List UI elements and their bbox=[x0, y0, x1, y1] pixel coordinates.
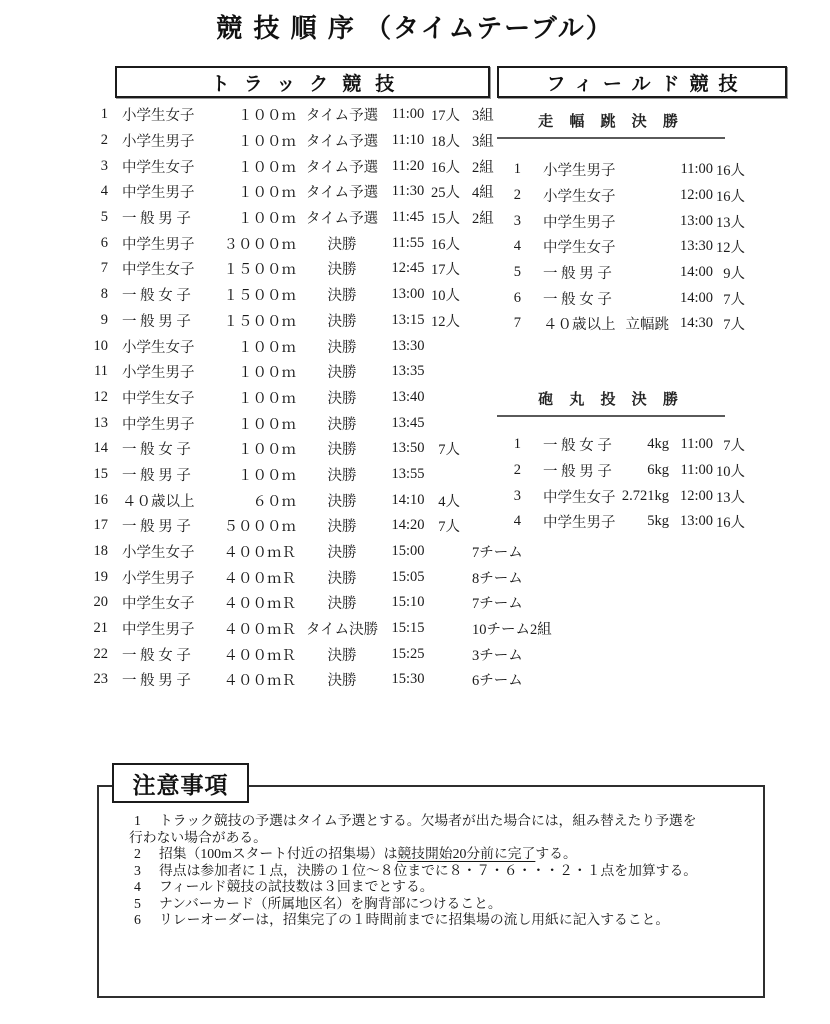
event-distance: ４００ｍＲ bbox=[223, 673, 296, 690]
event-category: 一 般 女 子 bbox=[122, 647, 191, 664]
note-item bbox=[129, 879, 751, 896]
event-round: 決勝 bbox=[327, 673, 357, 690]
event-distance: ４００ｍＲ bbox=[223, 647, 296, 664]
event-round: タイム予選 bbox=[305, 108, 379, 125]
event-time: 11:45 bbox=[391, 209, 425, 226]
event-time: 13:55 bbox=[391, 465, 425, 482]
event-number: 7 bbox=[513, 315, 521, 332]
event-time: 13:40 bbox=[391, 388, 425, 405]
event-distance: １００ｍ bbox=[238, 416, 296, 433]
event-time: 11:00 bbox=[680, 436, 713, 453]
event-number: 3 bbox=[513, 487, 521, 504]
event-distance: １００ｍ bbox=[238, 185, 296, 202]
event-distance: ４００ｍＲ bbox=[223, 545, 296, 562]
event-distance: ４００ｍＲ bbox=[223, 622, 296, 639]
event-number: 6 bbox=[513, 289, 521, 306]
event-time: 11:10 bbox=[391, 132, 425, 149]
event-distance: １００ｍ bbox=[238, 159, 296, 176]
note-item bbox=[129, 912, 751, 929]
shot-put-heading: 砲 丸 投 決 勝 bbox=[497, 388, 725, 417]
event-category: 一 般 男 子 bbox=[122, 211, 191, 228]
event-category: 小学生女子 bbox=[122, 339, 195, 356]
event-time: 13:50 bbox=[391, 440, 425, 457]
event-round: タイム予選 bbox=[305, 134, 379, 151]
event-number: 2 bbox=[100, 132, 108, 149]
event-distance: １５００ｍ bbox=[223, 262, 296, 279]
event-time: 12:00 bbox=[679, 487, 713, 504]
field-event-row bbox=[497, 260, 767, 286]
event-time: 14:20 bbox=[391, 517, 425, 534]
event-time: 14:30 bbox=[679, 315, 713, 332]
event-category: 中学生男子 bbox=[122, 185, 195, 202]
event-groups: 4組 bbox=[472, 185, 494, 202]
event-detail: 立幅跳 bbox=[625, 317, 669, 334]
note-text: する。 bbox=[535, 846, 577, 861]
event-entries: 10人 bbox=[431, 288, 460, 305]
track-event-row bbox=[88, 616, 552, 642]
track-event-row bbox=[88, 564, 523, 590]
event-number: 5 bbox=[100, 209, 108, 226]
event-groups: 10チーム2組 bbox=[472, 622, 552, 639]
event-round: 決勝 bbox=[327, 570, 357, 587]
event-entries: 17人 bbox=[431, 108, 460, 125]
note-text: 得点は参加者に１点，決勝の１位～８位までに８・７・６・・・２・１点を加算する。 bbox=[159, 862, 698, 878]
event-entries: 16人 bbox=[431, 236, 460, 253]
event-time: 14:10 bbox=[391, 491, 425, 508]
event-number: 21 bbox=[93, 620, 108, 637]
event-detail: 5kg bbox=[647, 513, 669, 530]
event-category: 一 般 女 子 bbox=[122, 442, 191, 459]
event-category: 一 般 男 子 bbox=[122, 519, 191, 536]
event-time: 13:00 bbox=[391, 286, 425, 303]
event-entries: 9人 bbox=[723, 266, 745, 283]
event-round: 決勝 bbox=[327, 365, 357, 382]
event-round: 決勝 bbox=[327, 493, 357, 510]
event-entries: 4人 bbox=[438, 493, 460, 510]
track-event-row bbox=[88, 282, 518, 308]
event-category: 中学生男子 bbox=[122, 416, 195, 433]
event-number: 3 bbox=[100, 157, 108, 174]
track-event-row bbox=[88, 436, 518, 462]
event-number: 23 bbox=[93, 671, 108, 688]
event-category: 中学生男子 bbox=[543, 214, 616, 231]
event-groups: 3組 bbox=[472, 134, 494, 151]
event-category: 一 般 男 子 bbox=[543, 464, 612, 481]
event-category: 中学生男子 bbox=[122, 236, 195, 253]
track-event-row bbox=[88, 205, 518, 231]
event-detail: 6kg bbox=[647, 462, 669, 479]
track-event-row bbox=[88, 385, 518, 411]
event-time: 13:35 bbox=[391, 363, 425, 380]
event-number: 6 bbox=[100, 234, 108, 251]
event-round: 決勝 bbox=[327, 339, 357, 356]
event-time: 14:00 bbox=[679, 289, 713, 306]
event-category: 小学生女子 bbox=[543, 189, 616, 206]
event-time: 13:00 bbox=[679, 513, 713, 530]
event-time: 13:30 bbox=[679, 238, 713, 255]
notes-box bbox=[97, 785, 765, 998]
track-event-row bbox=[88, 230, 518, 256]
event-category: ４０歳以上 bbox=[122, 493, 195, 510]
event-entries: 16人 bbox=[716, 515, 745, 532]
event-distance: １００ｍ bbox=[238, 365, 296, 382]
page-title: 競 技 順 序 （タイムテーブル） bbox=[216, 13, 614, 43]
event-entries: 10人 bbox=[716, 464, 745, 481]
event-round: 決勝 bbox=[327, 416, 357, 433]
track-event-row bbox=[88, 513, 518, 539]
event-number: 4 bbox=[100, 183, 108, 200]
event-time: 15:00 bbox=[391, 543, 425, 560]
long-jump-heading: 走 幅 跳 決 勝 bbox=[497, 110, 725, 139]
event-category: 中学生男子 bbox=[543, 515, 616, 532]
event-number: 17 bbox=[93, 517, 108, 534]
event-category: 一 般 男 子 bbox=[122, 467, 191, 484]
event-entries: 25人 bbox=[431, 185, 460, 202]
event-category: 一 般 女 子 bbox=[543, 291, 612, 308]
event-number: 12 bbox=[93, 388, 108, 405]
event-time: 11:20 bbox=[391, 157, 425, 174]
event-number: 1 bbox=[513, 436, 521, 453]
track-event-row bbox=[88, 487, 518, 513]
event-entries: 16人 bbox=[716, 163, 745, 180]
event-number: 2 bbox=[513, 462, 521, 479]
event-round: タイム予選 bbox=[305, 185, 379, 202]
event-number: 18 bbox=[93, 543, 108, 560]
event-number: 16 bbox=[93, 491, 108, 508]
note-text: リレーオーダーは，招集完了の１時間前までに招集場の流し用紙に記入すること。 bbox=[159, 912, 670, 927]
note-item bbox=[129, 813, 751, 846]
event-distance: １００ｍ bbox=[238, 390, 296, 407]
event-entries: 17人 bbox=[431, 262, 460, 279]
field-event-row bbox=[497, 157, 767, 183]
event-entries: 18人 bbox=[431, 134, 460, 151]
notes-heading: 注意事項 bbox=[112, 763, 249, 803]
event-entries: 7人 bbox=[723, 291, 745, 308]
note-item bbox=[129, 863, 751, 880]
event-groups: 2組 bbox=[472, 211, 494, 228]
event-category: 一 般 男 子 bbox=[122, 673, 191, 690]
event-distance: ４００ｍＲ bbox=[223, 570, 296, 587]
note-item bbox=[129, 896, 751, 913]
note-number: 4 bbox=[134, 879, 141, 894]
track-event-row bbox=[88, 667, 523, 693]
event-number: 9 bbox=[100, 311, 108, 328]
event-entries: 7人 bbox=[723, 438, 745, 455]
event-time: 15:10 bbox=[391, 594, 425, 611]
track-event-row bbox=[88, 102, 518, 128]
event-entries: 13人 bbox=[716, 214, 745, 231]
event-round: 決勝 bbox=[327, 313, 357, 330]
event-number: 1 bbox=[513, 161, 521, 178]
event-category: 中学生女子 bbox=[122, 262, 195, 279]
event-time: 13:45 bbox=[391, 414, 425, 431]
note-text: 招集（100mスタート付近の招集場）は bbox=[159, 846, 398, 861]
event-category: 小学生男子 bbox=[543, 163, 616, 180]
event-time: 11:00 bbox=[680, 462, 713, 479]
event-groups: 7チーム bbox=[472, 596, 523, 613]
event-round: 決勝 bbox=[327, 467, 357, 484]
event-time: 11:30 bbox=[391, 183, 425, 200]
event-round: 決勝 bbox=[327, 519, 357, 536]
event-groups: 3チーム bbox=[472, 647, 523, 664]
track-event-row bbox=[88, 641, 523, 667]
note-item bbox=[129, 846, 751, 863]
event-time: 15:05 bbox=[391, 568, 425, 585]
event-number: 15 bbox=[93, 465, 108, 482]
event-category: 一 般 女 子 bbox=[543, 438, 612, 455]
event-entries: 16人 bbox=[431, 159, 460, 176]
field-event-row bbox=[497, 285, 767, 311]
event-round: 決勝 bbox=[327, 262, 357, 279]
track-events-table bbox=[88, 102, 552, 693]
event-time: 14:00 bbox=[679, 264, 713, 281]
event-entries: 12人 bbox=[431, 313, 460, 330]
event-number: 7 bbox=[100, 260, 108, 277]
event-time: 13:00 bbox=[679, 212, 713, 229]
event-distance: ３０００ｍ bbox=[223, 236, 296, 253]
event-time: 15:15 bbox=[391, 620, 425, 637]
event-round: 決勝 bbox=[327, 647, 357, 664]
event-entries: 16人 bbox=[716, 189, 745, 206]
track-event-row bbox=[88, 128, 518, 154]
event-entries: 12人 bbox=[716, 240, 745, 257]
event-distance: ６０ｍ bbox=[252, 493, 296, 510]
event-number: 1 bbox=[100, 106, 108, 123]
event-number: 11 bbox=[94, 363, 108, 380]
event-distance: １００ｍ bbox=[238, 134, 296, 151]
event-category: 一 般 男 子 bbox=[122, 313, 191, 330]
event-round: 決勝 bbox=[327, 442, 357, 459]
event-number: 3 bbox=[513, 212, 521, 229]
event-round: 決勝 bbox=[327, 236, 357, 253]
event-round: タイム予選 bbox=[305, 159, 379, 176]
event-distance: １００ｍ bbox=[238, 442, 296, 459]
event-category: 中学生女子 bbox=[122, 390, 195, 407]
field-section-heading bbox=[497, 66, 787, 98]
event-entries: 7人 bbox=[723, 317, 745, 334]
event-number: 10 bbox=[93, 337, 108, 354]
event-category: 一 般 男 子 bbox=[543, 266, 612, 283]
field-heading-label: フィールド競技 bbox=[546, 73, 748, 95]
long-jump-table bbox=[497, 157, 767, 337]
event-entries: 15人 bbox=[431, 211, 460, 228]
field-event-row bbox=[497, 311, 767, 337]
event-distance: ５０００ｍ bbox=[223, 519, 296, 536]
event-time: 12:00 bbox=[679, 187, 713, 204]
event-category: 小学生男子 bbox=[122, 365, 195, 382]
event-distance: １００ｍ bbox=[238, 467, 296, 484]
event-time: 15:25 bbox=[391, 645, 425, 662]
note-number: 3 bbox=[134, 862, 141, 878]
shot-put-table bbox=[497, 432, 767, 535]
event-category: 小学生女子 bbox=[122, 108, 195, 125]
note-text: フィールド競技の試技数は３回までとする。 bbox=[159, 879, 434, 894]
event-number: 20 bbox=[93, 594, 108, 611]
event-category: 中学生女子 bbox=[543, 489, 616, 506]
event-distance: １５００ｍ bbox=[223, 288, 296, 305]
event-distance: ４００ｍＲ bbox=[223, 596, 296, 613]
field-event-row bbox=[497, 432, 767, 458]
event-number: 4 bbox=[513, 513, 521, 530]
event-category: 小学生男子 bbox=[122, 570, 195, 587]
note-number: 1 bbox=[134, 813, 141, 828]
note-number: 5 bbox=[134, 895, 141, 911]
field-event-row bbox=[497, 183, 767, 209]
notes-list bbox=[99, 787, 763, 929]
event-number: 13 bbox=[93, 414, 108, 431]
event-number: 19 bbox=[93, 568, 108, 585]
event-detail: 4kg bbox=[647, 436, 669, 453]
event-round: 決勝 bbox=[327, 288, 357, 305]
event-number: 5 bbox=[513, 264, 521, 281]
track-event-row bbox=[88, 410, 518, 436]
event-category: 中学生男子 bbox=[122, 622, 195, 639]
event-number: 8 bbox=[100, 286, 108, 303]
event-entries: 13人 bbox=[716, 489, 745, 506]
event-round: 決勝 bbox=[327, 390, 357, 407]
event-groups: 6チーム bbox=[472, 673, 523, 690]
field-event-row bbox=[497, 458, 767, 484]
event-number: 22 bbox=[93, 645, 108, 662]
track-event-row bbox=[88, 333, 518, 359]
track-event-row bbox=[88, 179, 518, 205]
event-groups: 8チーム bbox=[472, 570, 523, 587]
track-section-heading bbox=[115, 66, 490, 98]
track-heading-label: トラック競技 bbox=[210, 73, 409, 95]
track-event-row bbox=[88, 539, 523, 565]
event-category: 一 般 女 子 bbox=[122, 288, 191, 305]
event-round: タイム予選 bbox=[305, 211, 379, 228]
field-event-row bbox=[497, 234, 767, 260]
event-number: 2 bbox=[513, 187, 521, 204]
event-number: 14 bbox=[93, 440, 108, 457]
event-distance: １００ｍ bbox=[238, 339, 296, 356]
event-distance: １００ｍ bbox=[238, 211, 296, 228]
track-event-row bbox=[88, 256, 518, 282]
event-category: 中学生女子 bbox=[122, 596, 195, 613]
event-number: 4 bbox=[513, 238, 521, 255]
note-text-underlined: 競技開始20分前に完了 bbox=[397, 846, 536, 861]
event-round: タイム決勝 bbox=[305, 622, 379, 639]
field-event-row bbox=[497, 509, 767, 535]
field-event-row bbox=[497, 208, 767, 234]
event-groups: 7チーム bbox=[472, 545, 523, 562]
note-number: 2 bbox=[134, 846, 141, 861]
event-detail: 2.721kg bbox=[621, 487, 669, 504]
event-entries: 7人 bbox=[438, 442, 460, 459]
note-text: トラック競技の予選はタイム予選とする。欠場者が出た場合には，組み替えたり予選を bbox=[159, 813, 697, 828]
event-category: 中学生女子 bbox=[543, 240, 616, 257]
event-round: 決勝 bbox=[327, 545, 357, 562]
track-event-row bbox=[88, 153, 518, 179]
event-time: 13:30 bbox=[391, 337, 425, 354]
event-category: 中学生女子 bbox=[122, 159, 195, 176]
event-category: ４０歳以上 bbox=[543, 317, 616, 334]
track-event-row bbox=[88, 359, 518, 385]
event-time: 11:00 bbox=[391, 106, 425, 123]
field-event-row bbox=[497, 483, 767, 509]
note-text: 行わない場合がある。 bbox=[129, 829, 267, 845]
event-time: 11:55 bbox=[391, 234, 425, 251]
track-event-row bbox=[88, 462, 518, 488]
event-category: 小学生男子 bbox=[122, 134, 195, 151]
event-round: 決勝 bbox=[327, 596, 357, 613]
event-entries: 7人 bbox=[438, 519, 460, 536]
track-event-row bbox=[88, 590, 523, 616]
event-time: 12:45 bbox=[391, 260, 425, 277]
event-groups: 2組 bbox=[472, 159, 494, 176]
track-event-row bbox=[88, 308, 518, 334]
event-time: 13:15 bbox=[391, 311, 425, 328]
event-groups: 3組 bbox=[472, 108, 494, 125]
event-time: 15:30 bbox=[391, 671, 425, 688]
note-number: 6 bbox=[134, 912, 141, 927]
event-distance: １００ｍ bbox=[238, 108, 296, 125]
event-distance: １５００ｍ bbox=[223, 313, 296, 330]
note-text: ナンバーカード（所属地区名）を胸背部につけること。 bbox=[159, 895, 502, 911]
event-time: 11:00 bbox=[680, 161, 713, 178]
event-category: 小学生女子 bbox=[122, 545, 195, 562]
